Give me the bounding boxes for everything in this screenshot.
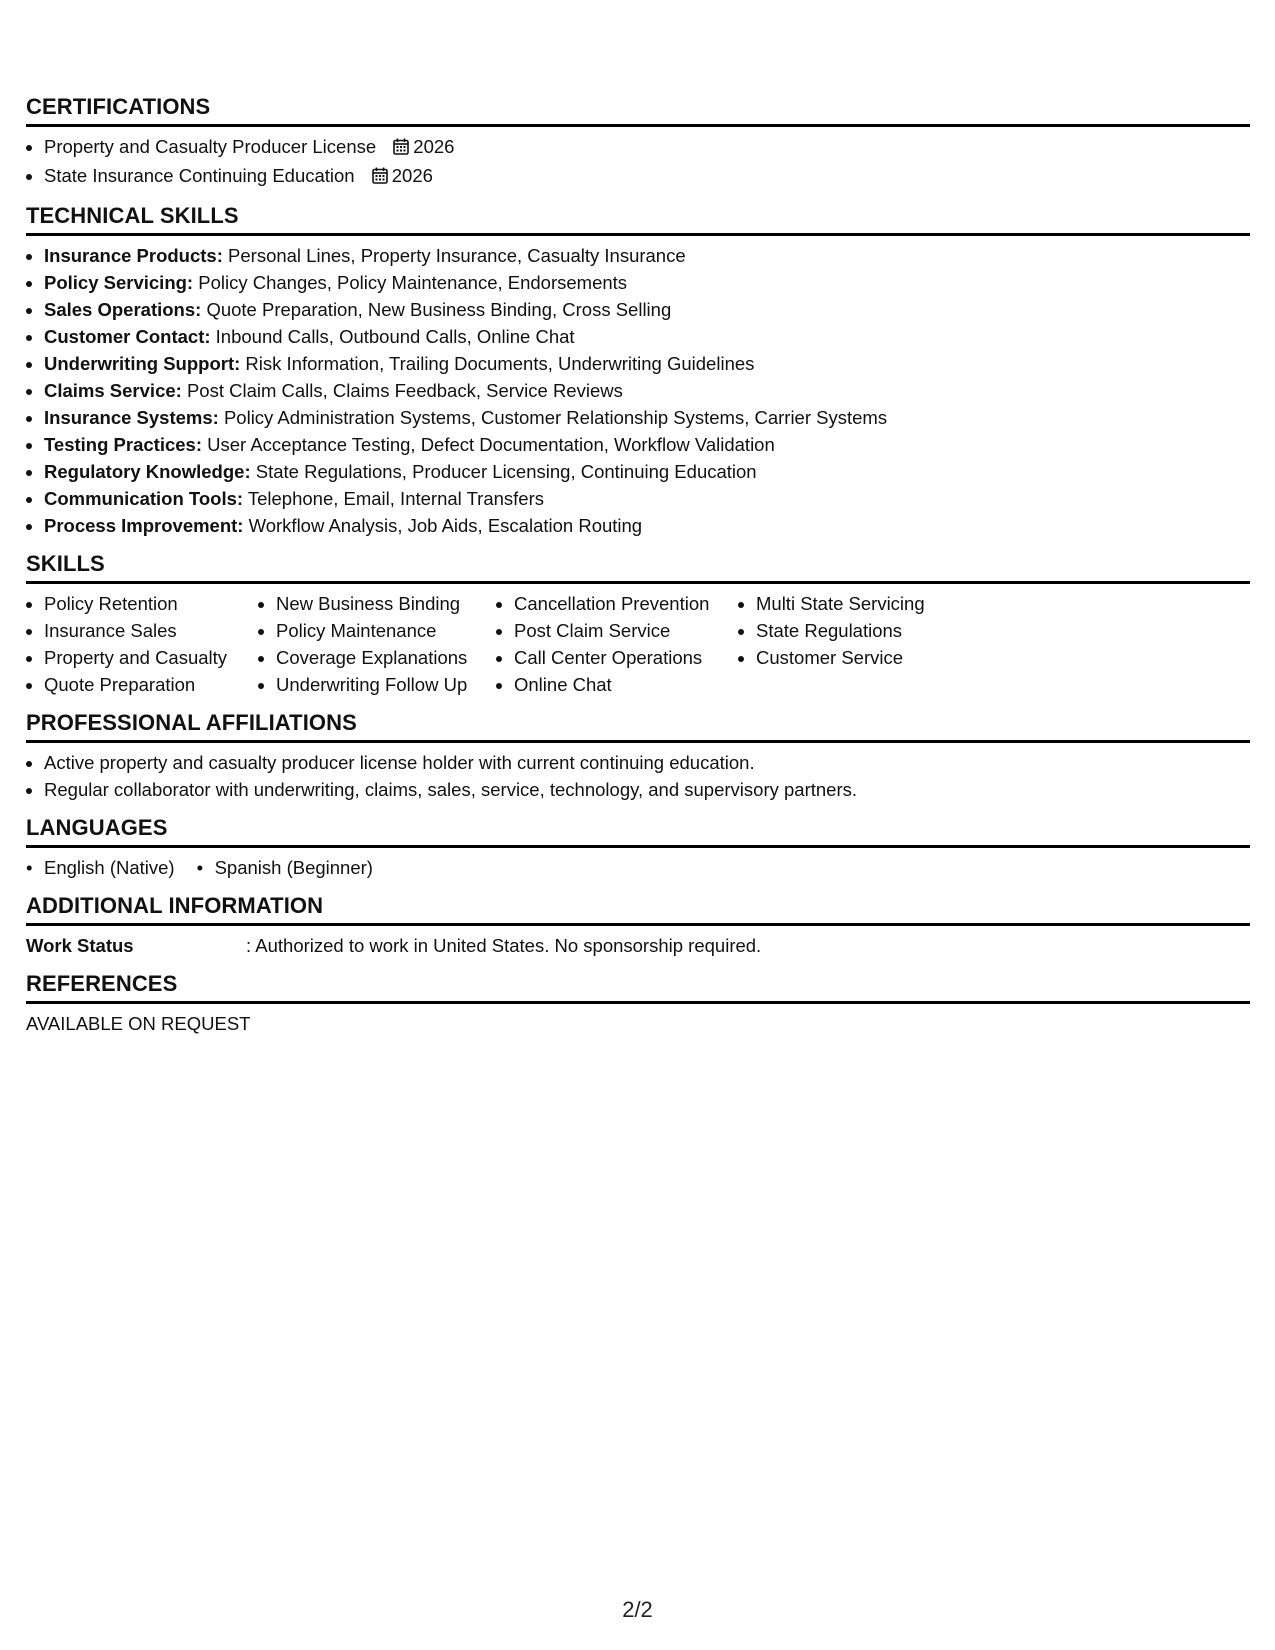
technical-skills-list xyxy=(26,242,1250,539)
skill-item: • Policy Retention xyxy=(44,590,258,617)
technical-skill-value: Policy Administration Systems, Customer Relationship Systems, Carrier Systems xyxy=(218,407,888,428)
skills-column xyxy=(258,590,496,698)
technical-skill-item xyxy=(44,431,1250,458)
technical-skill-item xyxy=(44,458,1250,485)
certifications-section xyxy=(26,92,1250,191)
affiliations-list xyxy=(26,749,1250,803)
skill-item: • Insurance Sales xyxy=(44,617,258,644)
additional-information-section xyxy=(26,891,1250,959)
skill-item: • Online Chat xyxy=(514,671,738,698)
technical-skill-value: Policy Changes, Policy Maintenance, Endorsements xyxy=(193,272,628,293)
section-divider xyxy=(26,233,1250,236)
technical-skill-label: Customer Contact: xyxy=(44,326,211,347)
language-item: • Spanish (Beginner) xyxy=(197,854,373,881)
technical-skill-value: Quote Preparation, New Business Binding, Cross Selling xyxy=(201,299,672,320)
section-divider xyxy=(26,124,1250,127)
technical-skill-item xyxy=(44,350,1250,377)
certification-item xyxy=(44,162,1250,191)
technical-skill-value: User Acceptance Testing, Defect Documentation, Workflow Validation xyxy=(202,434,775,455)
technical-skill-item xyxy=(44,269,1250,296)
affiliations-section xyxy=(26,708,1250,803)
languages-list xyxy=(26,854,1250,881)
skill-item: • Multi State Servicing xyxy=(756,590,1016,617)
technical-skill-value: Telephone, Email, Internal Transfers xyxy=(243,488,545,509)
technical-skill-label: Claims Service: xyxy=(44,380,182,401)
work-status-value: : Authorized to work in United States. No sponsorship required. xyxy=(246,935,762,956)
certification-item xyxy=(44,133,1250,162)
references-heading: REFERENCES xyxy=(26,971,178,996)
work-status-row xyxy=(26,932,1250,959)
skill-item: • New Business Binding xyxy=(276,590,496,617)
certification-year: 2026 xyxy=(413,136,455,157)
calendar-icon xyxy=(393,135,409,162)
languages-section xyxy=(26,813,1250,881)
section-divider xyxy=(26,740,1250,743)
technical-skill-item xyxy=(44,485,1250,512)
technical-skill-label: Regulatory Knowledge: xyxy=(44,461,251,482)
technical-skill-label: Communication Tools: xyxy=(44,488,244,509)
technical-skill-item xyxy=(44,296,1250,323)
technical-skill-label: Underwriting Support: xyxy=(44,353,241,374)
skills-section xyxy=(26,549,1250,698)
skill-item: • Post Claim Service xyxy=(514,617,738,644)
work-status-label: Work Status xyxy=(26,935,134,956)
certification-name: Property and Casualty Producer License xyxy=(44,136,377,157)
additional-information-heading: ADDITIONAL INFORMATION xyxy=(26,893,324,918)
certifications-heading: CERTIFICATIONS xyxy=(26,94,211,119)
technical-skill-label: Process Improvement: xyxy=(44,515,244,536)
skills-heading: SKILLS xyxy=(26,551,105,576)
technical-skill-value: Post Claim Calls, Claims Feedback, Service Reviews xyxy=(181,380,623,401)
certifications-list xyxy=(26,133,1250,191)
skill-item: • Property and Casualty xyxy=(44,644,258,671)
technical-skill-label: Insurance Systems: xyxy=(44,407,219,428)
skill-item: • Cancellation Prevention xyxy=(514,590,738,617)
skill-item: • State Regulations xyxy=(756,617,1016,644)
technical-skill-value: Inbound Calls, Outbound Calls, Online Chat xyxy=(210,326,575,347)
skill-item: • Coverage Explanations xyxy=(276,644,496,671)
page-number: 2/2 xyxy=(622,1597,653,1622)
skills-grid xyxy=(26,590,1250,698)
certification-name: State Insurance Continuing Education xyxy=(44,165,355,186)
technical-skill-item xyxy=(44,242,1250,269)
technical-skills-heading: TECHNICAL SKILLS xyxy=(26,203,239,228)
technical-skill-label: Insurance Products: xyxy=(44,245,223,266)
references-section xyxy=(26,969,1250,1037)
resume-content xyxy=(26,92,1250,1037)
references-text: AVAILABLE ON REQUEST xyxy=(26,1013,251,1034)
skill-item: • Policy Maintenance xyxy=(276,617,496,644)
section-divider xyxy=(26,1001,1250,1004)
skills-column xyxy=(738,590,1016,671)
section-divider xyxy=(26,845,1250,848)
certification-year: 2026 xyxy=(391,165,433,186)
technical-skill-item xyxy=(44,404,1250,431)
technical-skill-value: Personal Lines, Property Insurance, Casualty Insurance xyxy=(222,245,686,266)
technical-skills-section xyxy=(26,201,1250,539)
technical-skill-item xyxy=(44,512,1250,539)
technical-skill-label: Testing Practices: xyxy=(44,434,202,455)
affiliations-heading: PROFESSIONAL AFFILIATIONS xyxy=(26,710,357,735)
skills-column xyxy=(26,590,258,698)
section-divider xyxy=(26,581,1250,584)
section-divider xyxy=(26,923,1250,926)
languages-heading: LANGUAGES xyxy=(26,815,168,840)
technical-skill-label: Policy Servicing: xyxy=(44,272,194,293)
skill-item: • Underwriting Follow Up xyxy=(276,671,496,698)
technical-skill-value: Risk Information, Trailing Documents, Underwriting Guidelines xyxy=(240,353,755,374)
skill-item: • Call Center Operations xyxy=(514,644,738,671)
skill-item: • Customer Service xyxy=(756,644,1016,671)
technical-skill-value: State Regulations, Producer Licensing, Continuing Education xyxy=(250,461,757,482)
skills-column xyxy=(496,590,738,698)
calendar-icon xyxy=(372,164,388,191)
affiliation-item: • Regular collaborator with underwriting, claims, sales, service, technology, and supervisory partners. xyxy=(44,776,1250,803)
skill-item: • Quote Preparation xyxy=(44,671,258,698)
technical-skill-label: Sales Operations: xyxy=(44,299,202,320)
affiliation-item: • Active property and casualty producer license holder with current continuing education. xyxy=(44,749,1250,776)
technical-skill-item xyxy=(44,323,1250,350)
technical-skill-item xyxy=(44,377,1250,404)
technical-skill-value: Workflow Analysis, Job Aids, Escalation Routing xyxy=(243,515,643,536)
language-item: • English (Native) xyxy=(26,854,175,881)
